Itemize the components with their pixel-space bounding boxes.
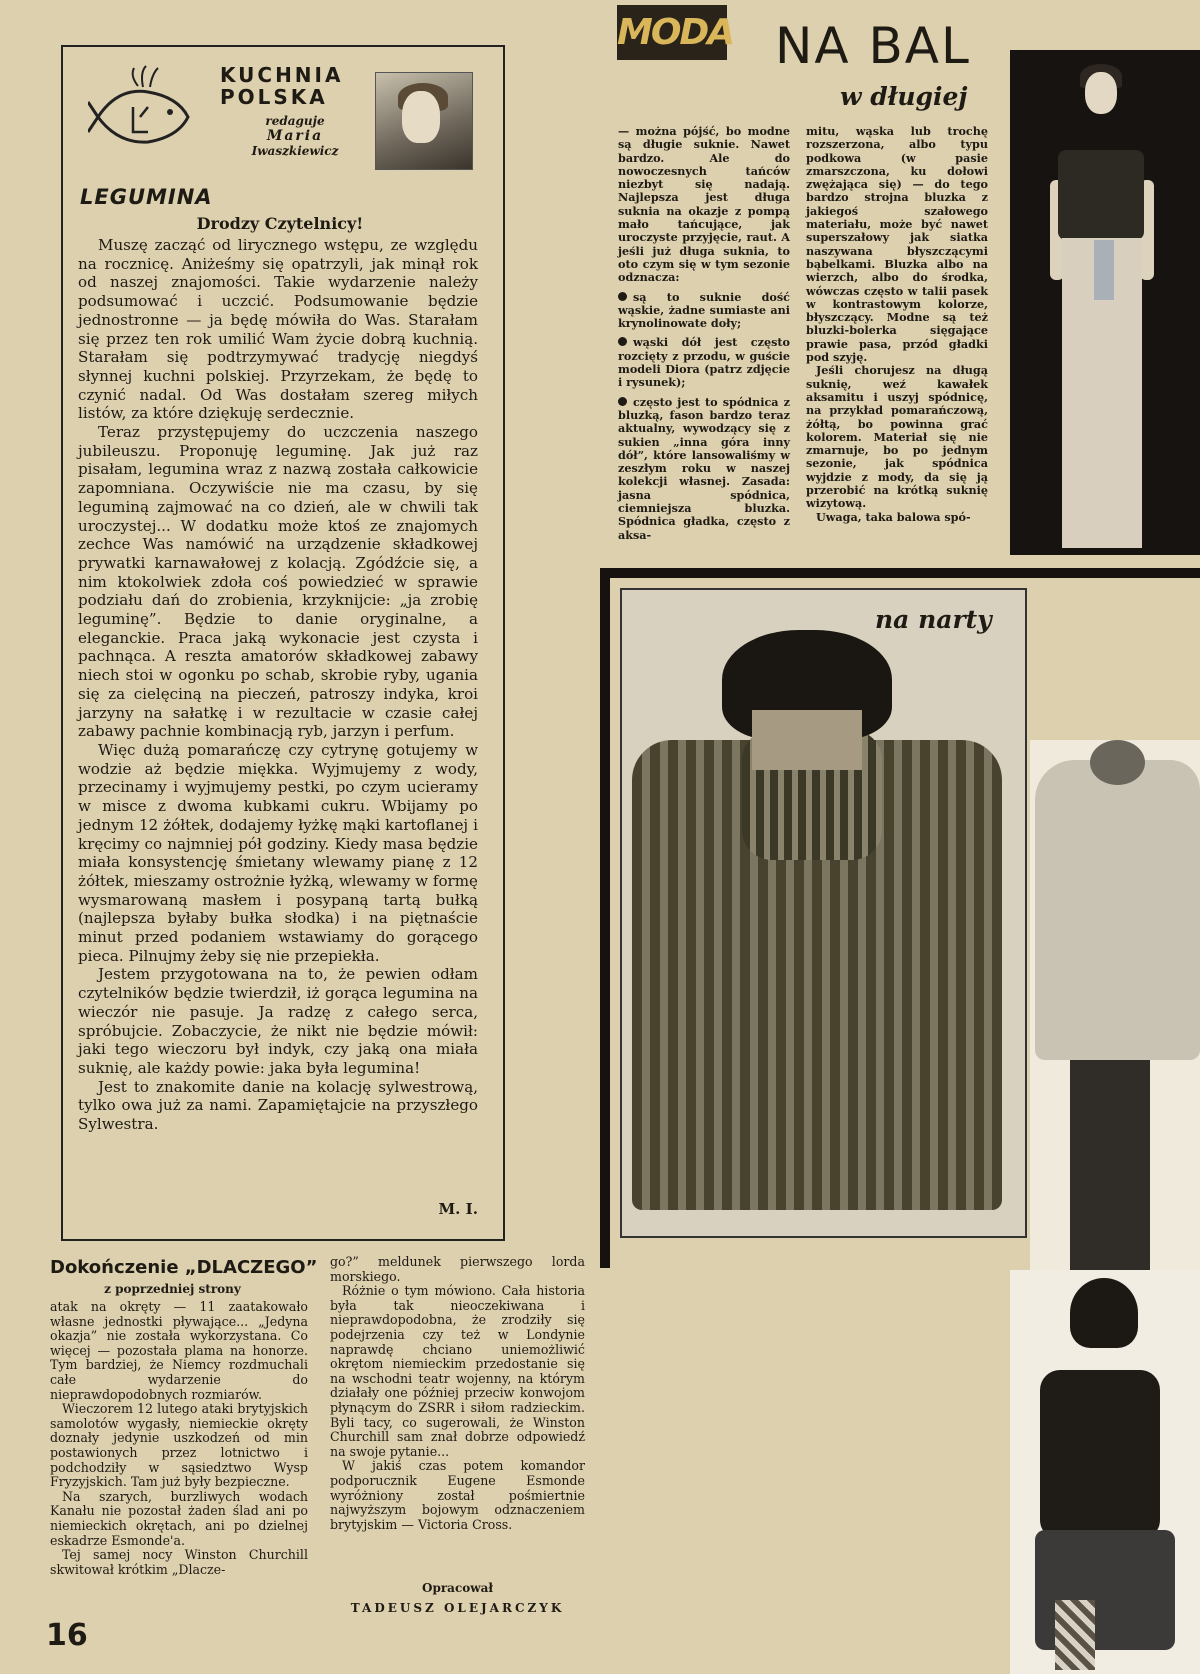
kuchnia-text bbox=[78, 236, 478, 1134]
ribbed-sweater-photo bbox=[620, 588, 1027, 1238]
moda-subtitle: w długiej bbox=[840, 82, 968, 111]
moda-bullet: często jest to spódnica z bluzką, fason bardzo teraz aktualny, wywodzący się z sukien „inna góra inny dół”, które lansowaliśmy w zeszłym roku w naszej kolekcji własnej. Zasada: jasna spódnica, ciemniejsza bluzka. Spódnica gładka, często z aksa- bbox=[618, 394, 790, 542]
dlaczego-title: Dokończenie „DLACZEGO” bbox=[50, 1257, 318, 1278]
dlaczego-paragraph: Wieczorem 12 lutego ataki brytyjskich samolotów wygasły, niemieckie okręty doznały jedynie uszkodzeń od min postawionych przez lotnictwo i podchodziły w sąsiedztwo Wysp Fryzyjskich. Tam już były bezpieczne. bbox=[50, 1401, 308, 1490]
author-last-name: Iwaszkiewicz bbox=[251, 144, 339, 158]
dlaczego-paragraph: W jakiś czas potem komandor podporucznik Eugene Esmonde wyróżniony został pośmiertnie najwyższym bojowym odznaczeniem brytyjskim — Victoria Cross. bbox=[330, 1458, 585, 1532]
moda-bullet: są to suknie dość wąskie, żadne sumiaste ani krynolinowate doły; bbox=[618, 289, 790, 331]
dlaczego-paragraph: Na szarych, burzliwych wodach Kanału nie pozostał żaden ślad ani po niemieckich okrętach, ani po dzielnej eskadrze Esmonde'a. bbox=[50, 1488, 308, 1548]
ski-outfit-photo-2 bbox=[1010, 1270, 1200, 1674]
dlaczego-paragraph: go?” meldunek pierwszego lorda morskiego. bbox=[330, 1254, 585, 1284]
dlaczego-paragraph: atak na okręty — 11 zaatakowało własne jednostki pływające... „Jedyna okazja” nie została wykorzystana. Co więcej — pozostała plama na honorze. Tym bardziej, że Niemcy rozdmuchali całe wydarzenie do nieprawdopodobnych rozmiarów. bbox=[50, 1299, 308, 1402]
redaguje-label: redaguje bbox=[265, 114, 325, 128]
ski-section-title: na narty bbox=[875, 605, 992, 634]
moda-intro: — można pójść, bo modne są długie suknie. Nawet bardzo. Ale do nowoczesnych tańców niezbyt się nadają. Najlepsza jest długa suknia na okazje z pompą mało tańcujące, jak uroczyste przyjęcie, raut. A jeśli już długa suknia, to oto czym się w tym sezonie odznacza: bbox=[618, 124, 790, 285]
bullet-icon bbox=[618, 337, 627, 346]
kuchnia-title-line1: KUCHNIA bbox=[220, 63, 344, 87]
ski-outfit-photo-1 bbox=[1030, 740, 1200, 1270]
kuchnia-paragraph: Jest to znakomite danie na kolację sylwestrową, tylko owa już za nami. Zapamiętajcie na przyszłego Sylwestra. bbox=[78, 1077, 478, 1134]
dlaczego-paragraph: Tej samej nocy Winston Churchill skwitował krótkim „Dlacze- bbox=[50, 1547, 308, 1577]
moda-column-2 bbox=[806, 125, 988, 524]
credit-name: TADEUSZ OLEJARCZYK bbox=[350, 1601, 565, 1615]
kuchnia-title-line2: POLSKA bbox=[220, 85, 328, 109]
bullet-icon bbox=[618, 292, 627, 301]
kuchnia-paragraph: Jestem przygotowana na to, że pewien odłam czytelników będzie twierdził, iż gorąca legumina na wieczór nie pasuje. Ja radzę z całego serca, spróbujcie. Zobaczycie, że nikt nie będzie mówił: jaki tego wieczoru był indyk, czy jaką ona miała suknię, ale każdy powie: jaka była legumina! bbox=[78, 965, 478, 1077]
dlaczego-column-2 bbox=[330, 1255, 585, 1532]
moda-bullet: wąski dół jest często rozcięty z przodu, w guście modeli Diora (patrz zdjęcie i rysunek); bbox=[618, 335, 790, 390]
greeting: Drodzy Czytelnicy! bbox=[196, 214, 364, 233]
author-first-name: Maria bbox=[266, 128, 324, 144]
author-portrait-photo bbox=[375, 72, 473, 170]
dlaczego-subtitle: z poprzedniej strony bbox=[104, 1282, 241, 1296]
moda-paragraph: Uwaga, taka balowa spó- bbox=[816, 509, 971, 524]
moda-paragraph: Jeśli chorujesz na długą suknię, weź kawałek aksamitu i uszyj spódnicę, na przykład pomarańczową, żółtą, bo powinna grać kolorem. Materiał się nie zmarnuje, bo po jednym sezonie, jak spódnica wyjdzie z mody, da się ją przerobić na krótką suknię wizytową. bbox=[806, 363, 988, 511]
kuchnia-paragraph: Więc dużą pomarańczę czy cytrynę gotujemy w wodzie aż będzie miękka. Wyjmujemy z wody, przecinamy i wyjmujemy pestki, po czym ucieramy w misce z dwoma kubkami cukru. Wbijamy po jednym 12 żółtek, dodajemy łyżkę mąki kartoflanej i kręcimy co najmniej pół godziny. Kiedy masa będzie miała konsystencję śmietany wlewamy pianę z 12 żółtek, mieszamy ostrożnie łyżką, wlewamy w formę wysmarowaną masłem i posypaną tartą bułką (najlepsza byłaby bułka słodka) i na piętnaście minut przed podaniem wstawiamy do gorącego pieca. Pilnujmy żeby się nie przepiekła. bbox=[78, 740, 478, 965]
kuchnia-byline bbox=[220, 114, 370, 159]
evening-gown-photo bbox=[1010, 50, 1200, 555]
credit-label: Opracował bbox=[422, 1581, 493, 1595]
moda-title: NA BAL bbox=[775, 17, 971, 75]
kuchnia-paragraph: Muszę zacząć od lirycznego wstępu, ze względu na rocznicę. Anіżeśmy się opatrzyli, jak minął rok od naszej znajomości. Takie wydarzenie należy podsumować i uczcić. Podsumowanie będzie jednostronne — ja będę mówiła do Was. Starałam się przez ten rok umilić Wam życie dobrą kuchnią. Starałam się podtrzymywać tradycję niegdyś słynnej kuchni polskiej. Przyrzekam, że będę to czynić nadal. Od Was dostałam szereg miłych listów, za które dziękuję serdecznie. bbox=[78, 236, 478, 423]
kuchnia-signature: M. I. bbox=[438, 1200, 478, 1218]
dlaczego-paragraph: Różnie o tym mówiono. Cała historia była tak nieoczekiwana i nieprawdopodobna, że zrodziły się podejrzenia czy też w Londynie naprawdę chciano uniemożliwić okrętom niemieckim przedostanie się na wschodni teatr wojenny, na którym działały one później przeciw konwojom płynącym do ZSRR i siłom radzieckim. Byli tacy, co sugerowali, że Winston Churchill sam znał dobrze odpowiedź na swoje pytanie... bbox=[330, 1283, 585, 1459]
page-number: 16 bbox=[46, 1618, 88, 1653]
kuchnia-title bbox=[220, 64, 370, 108]
recipe-heading: LEGUMINA bbox=[80, 185, 213, 209]
fish-logo-icon bbox=[88, 62, 198, 152]
moda-paragraph: mitu, wąska lub trochę rozszerzona, albo typu podkowa (w pasie zmarszczona, ku dołowi zwężająca się) — do tego bardzo strojna bluzka z jakiegoś szałowego materiału, może być nawet superszałowy jak siatka naszywana błyszczącymi bąbelkami. Bluzka albo na wierzch, albo do środka, wówczas często w talii pasek w kontrastowym kolorze, błyszczący. Modne są też bluzki-bolerka sięgające prawie pasa, przód gładki pod szyję. bbox=[806, 124, 988, 365]
bullet-icon bbox=[618, 397, 627, 406]
dlaczego-credit bbox=[330, 1578, 585, 1618]
dlaczego-column-1 bbox=[50, 1300, 308, 1577]
kuchnia-paragraph: Teraz przystępujemy do uczczenia naszego jubileuszu. Proponuję leguminę. Jak już raz pisałam, legumina wraz z nazwą została całkowicie zapomniana. Oczywiście nie ma czasu, by się leguminą zajmować na co dzień, ale w chwili tak uroczystej... W dodatku może ktoś ze znajomych zechce Was namówić na urządzenie składkowej prywatki karnawałowej z kolacją. Zgódźcie się, a nim ktokolwiek zdoła coś powiedzieć w sprawie podziału dań do zrobienia, krzyknijcie: „ja zrobię leguminę”. Będzie to danie oryginalne, a eleganckie. Praca jaką wykonacie jest czysta i pachnąca. A reszta amatorów składkowej zabawy niech stoi w ogonku po schab, skrobie ryby, ugania się za cielęciną na pieczeń, patroszy indyka, kroi jarzyny na sałatkę i w rezultacie w czasie całej zabawy pachnie kombinacją ryb, jarzyn i perfum. bbox=[78, 423, 478, 741]
moda-badge: MODA bbox=[617, 5, 727, 60]
kuchnia-signature-row bbox=[78, 1200, 478, 1218]
moda-column-1 bbox=[618, 125, 790, 542]
